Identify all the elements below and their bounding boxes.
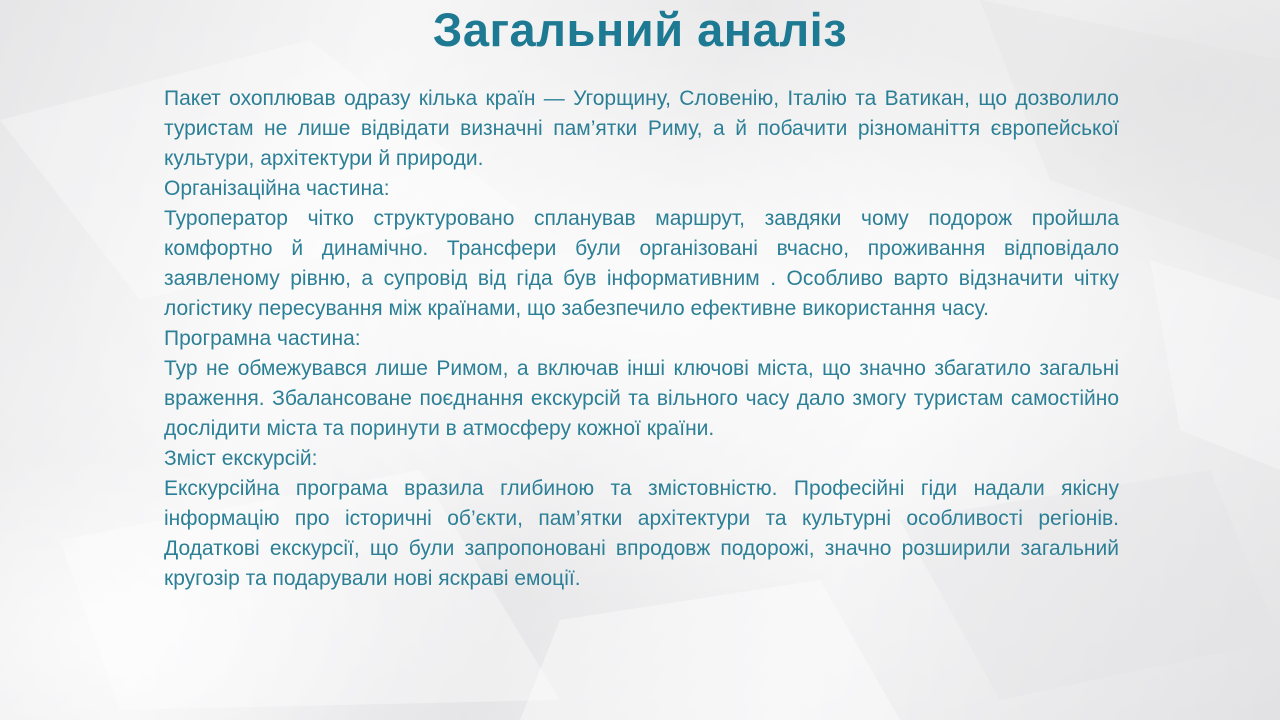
paragraph-organizational: Туроператор чітко структуровано спланував маршрут, завдяки чому подорож пройшла комфортно й динамічно. Трансфери були організовані вчасно, проживання відповідало заявленому рівню, а супровід від гіда був інформативним . Особливо варто відзначити чітку логістику пересування між країнами, що забезпечило ефективне використання часу. [164,207,1119,320]
paragraph-excursions: Екскурсійна програма вразила глибиною та змістовністю. Професійні гіди надали якісну інформацію про історичні об’єкти, пам’ятки архітектури та культурні особливості регіонів. Додаткові екскурсії, що були запропоновані впродовж подорожі, значно розширили загальний кругозір та подарували нові яскраві емоції. [164,477,1119,590]
heading-organizational: Організаційна частина: [164,177,390,200]
paragraph-overview: Пакет охоплював одразу кілька країн — Угорщину, Словенію, Італію та Ватикан, що дозволило туристам не лише відвідати визначні пам’ятки Риму, а й побачити різноманіття європейської культури, архітектури й природи. [164,87,1119,170]
slide-body [164,84,1119,594]
slide-title: Загальний аналіз [432,3,848,56]
heading-program: Програмна частина: [164,327,361,350]
paragraph-program: Тур не обмежувався лише Римом, а включав інші ключові міста, що значно збагатило загальні враження. Збалансоване поєднання екскурсій та вільного часу дало змогу туристам самостійно дослідити міста та поринути в атмосферу кожної країни. [164,357,1119,440]
heading-excursions: Зміст екскурсій: [164,447,318,470]
